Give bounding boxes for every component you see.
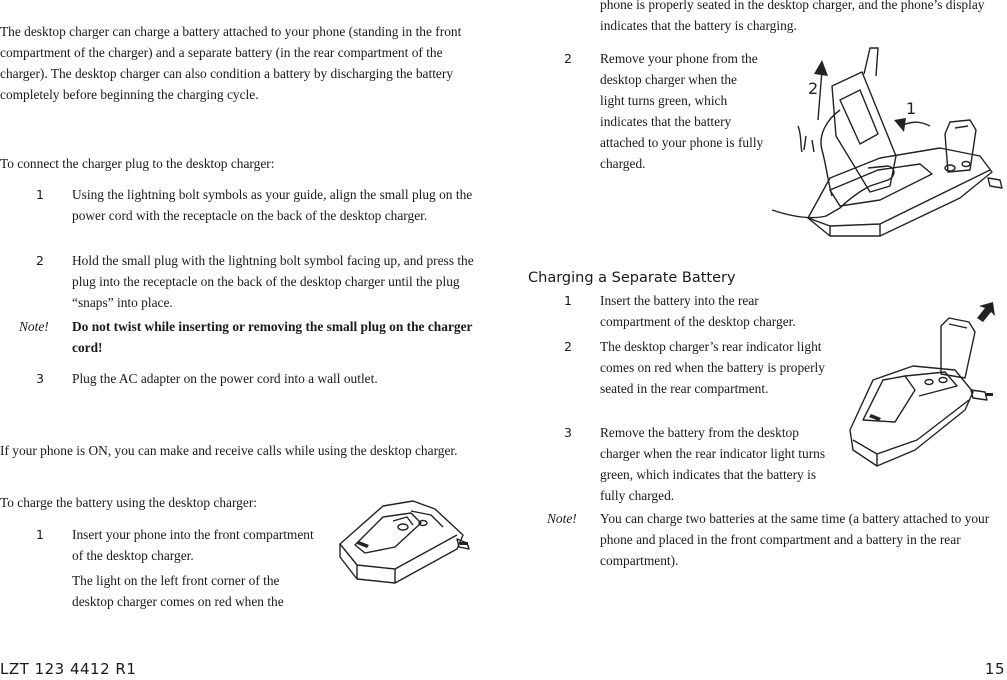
connect-step-1-number: 1 — [36, 187, 44, 202]
connect-step-2-number: 2 — [36, 253, 44, 268]
right-note-label: Note! — [547, 511, 577, 526]
document-id: LZT 123 4412 R1 — [0, 660, 137, 678]
sep-step-3-text: Remove the battery from the desktop charger when the rear indicator light turns green, which indicates that the battery is fully charged. — [600, 425, 826, 503]
right-note-text: You can charge two batteries at the same time (a battery attached to your phone and placed in the front compartment and a battery in the rear compartment). — [600, 511, 990, 568]
separate-battery-illustration — [845, 300, 1005, 470]
sep-step-1-text: Insert the battery into the rear compartment of the desktop charger. — [600, 293, 796, 329]
figure-label-1: 1 — [906, 99, 917, 118]
connect-step-3-text: Plug the AC adapter on the power cord into a wall outlet. — [72, 371, 378, 386]
connect-step-1-text: Using the lightning bolt symbols as your guide, align the small plug on the power cord with the receptacle on the back of the desktop charger. — [72, 187, 473, 223]
note-warning-text: Do not twist while inserting or removing the small plug on the charger cord! — [72, 319, 473, 355]
intro-paragraph: The desktop charger can charge a battery attached to your phone (standing in the front compartment of the charger) and a separate battery (in the rear compartment of the charger). The desktop charger can also condition a battery by discharging the battery completely before beginning the charging cycle. — [0, 24, 462, 102]
charge-step-2-number: 2 — [564, 51, 572, 66]
page-number: 15 — [984, 660, 1005, 678]
charge-step-2-text: Remove your phone from the desktop charger when the light turns green, which indicates that the battery attached to your phone is fully charged. — [600, 51, 764, 171]
figure-label-2: 2 — [808, 79, 819, 98]
charge-step-1-number: 1 — [36, 527, 44, 542]
sep-step-2-text: The desktop charger’s rear indicator light comes on red when the battery is properly seated in the rear compartment. — [600, 339, 825, 396]
phone-on-paragraph: If your phone is ON, you can make and receive calls while using the desktop charger. — [0, 443, 458, 458]
phone-removal-illustration — [770, 40, 1007, 250]
sep-step-3-number: 3 — [564, 425, 572, 440]
connect-step-3-number: 3 — [36, 371, 44, 386]
desktop-charger-illustration — [335, 497, 475, 587]
note-label: Note! — [19, 319, 49, 334]
section-heading: Charging a Separate Battery — [528, 270, 736, 286]
right-top-continued: phone is properly seated in the desktop charger, and the phone’s display indicates that the battery is charging. — [600, 0, 985, 33]
connect-step-2-text: Hold the small plug with the lightning bolt symbol facing up, and press the plug into the receptacle on the back of the desktop charger until the plug “snaps” into place. — [72, 253, 474, 310]
sep-step-2-number: 2 — [564, 339, 572, 354]
charge-step-1-text: Insert your phone into the front compartment of the desktop charger. — [72, 527, 314, 563]
charge-step-1-continued: The light on the left front corner of the desktop charger comes on red when the — [72, 573, 284, 609]
connect-intro: To connect the charger plug to the desktop charger: — [0, 156, 275, 171]
sep-step-1-number: 1 — [564, 293, 572, 308]
charge-intro: To charge the battery using the desktop charger: — [0, 495, 257, 510]
